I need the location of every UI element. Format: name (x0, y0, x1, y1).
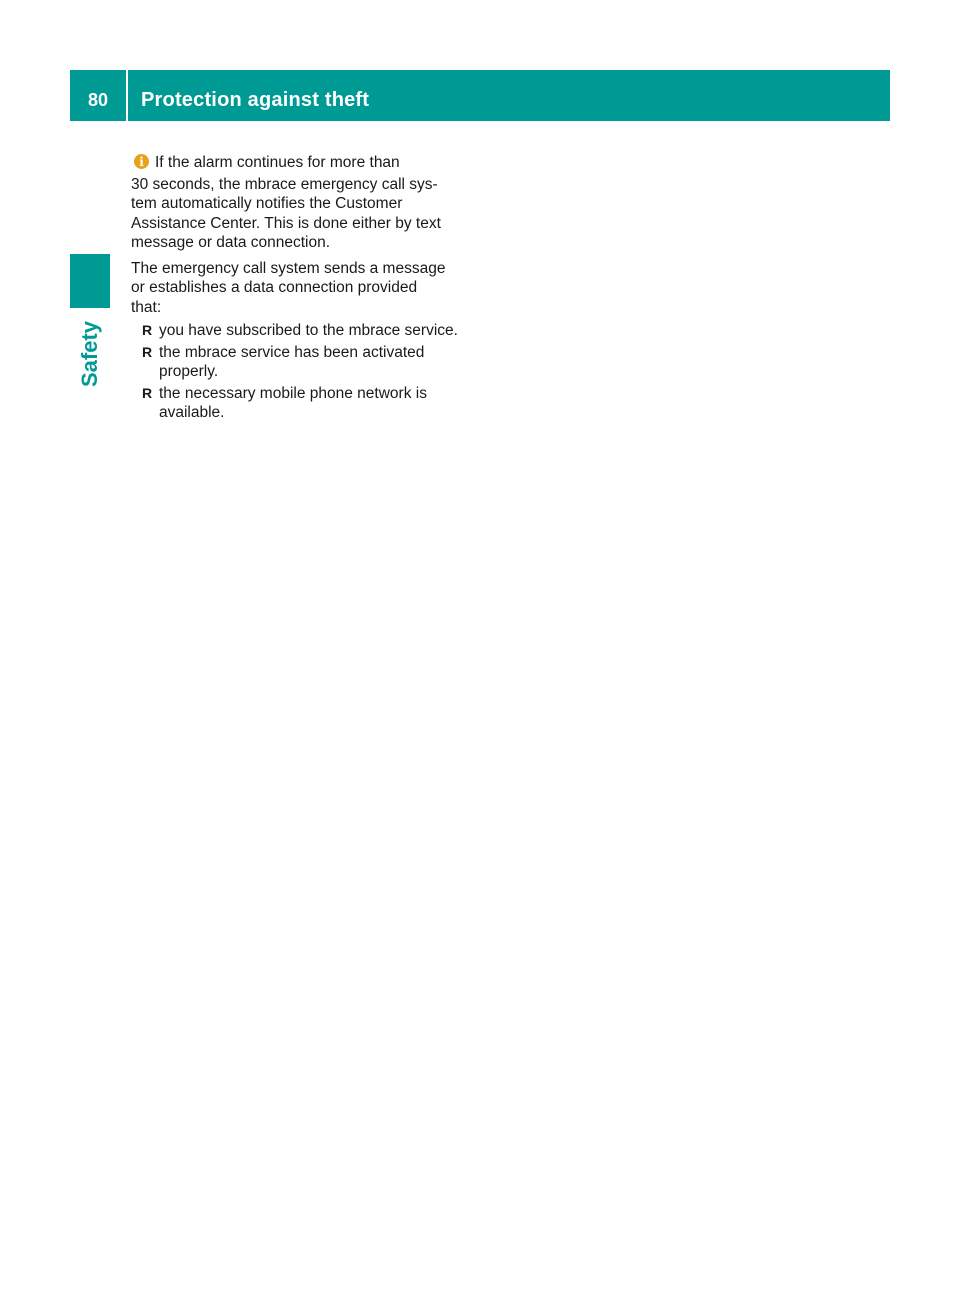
bullet-icon: R (142, 322, 153, 338)
list-item (131, 384, 463, 423)
paragraph-line: that: (131, 298, 162, 316)
list-item-text: available. (159, 404, 225, 421)
conditions-list (131, 321, 463, 423)
info-icon: i (134, 154, 149, 169)
info-note-continuation (131, 175, 463, 253)
list-item-text: the necessary mobile phone network is (159, 384, 427, 402)
list-item-text: properly. (159, 363, 219, 380)
bullet-icon: R (142, 384, 153, 401)
header-divider (126, 70, 128, 121)
list-item (131, 343, 463, 382)
info-note-text (155, 153, 463, 173)
list-item-text: the mbrace service has been activated (159, 343, 425, 361)
section-tab (70, 314, 110, 394)
paragraph-line: The emergency call system sends a message (131, 259, 446, 277)
section-tab-label: Safety (77, 320, 102, 388)
list-item (131, 321, 463, 341)
content-column (131, 153, 463, 423)
info-note-line: tem automatically notifies the Customer (131, 195, 403, 212)
bullet-icon: R (142, 343, 153, 360)
page-title: Protection against theft (141, 89, 370, 111)
info-note (131, 153, 463, 173)
info-note-line: 30 seconds, the mbrace emergency call sys- (131, 175, 438, 193)
list-item-text: you have subscribed to the mbrace service. (159, 322, 458, 339)
paragraph-line: or establishes a data connection provided (131, 279, 418, 296)
info-note-line: Assistance Center. This is done either by text (131, 214, 441, 232)
body-paragraph (131, 259, 463, 318)
info-note-line: If the alarm continues for more than (155, 154, 400, 171)
page-number: 80 (87, 90, 109, 110)
section-tab-marker (70, 254, 110, 308)
info-note-line: message or data connection. (131, 234, 331, 251)
